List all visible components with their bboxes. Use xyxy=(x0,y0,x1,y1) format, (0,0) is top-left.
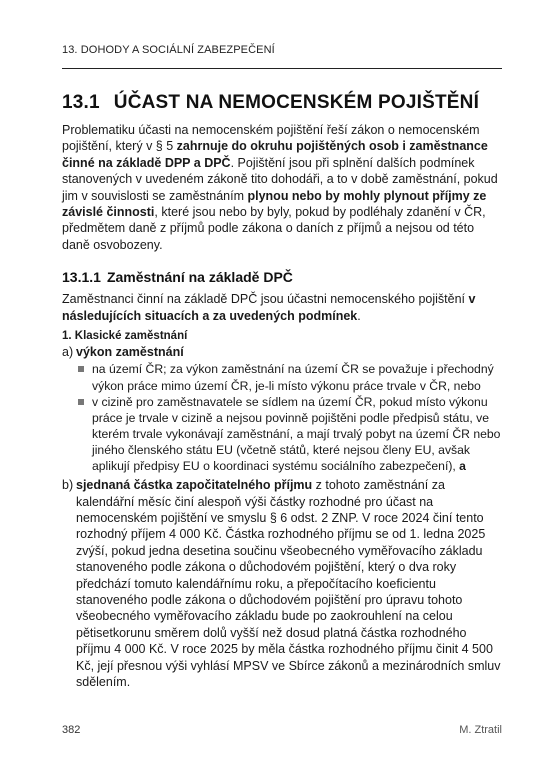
page-body xyxy=(62,92,504,690)
sub-intro-text-2: . xyxy=(357,308,361,323)
intro-text-1: Problematiku účasti na nemocenském pojištění řeší zákon o nemocenském pojištění, který v § 5 xyxy=(62,123,480,154)
subsection-intro xyxy=(62,291,504,324)
conditions-list xyxy=(62,344,504,690)
list-item-a xyxy=(62,344,504,474)
intro-bold-2: plynou nebo by mohly plynout příjmy ze závislé činnosti xyxy=(62,188,487,220)
bullet-text-2: v cizině pro zaměstnavatele se sídlem na území ČR, pokud místo výkonu práce je trvale v cizině a nejsou povinně pojištěni podle předpisů státu, ve kterém trvale vykonávají zaměstnání, a mají trvalý pobyt na území ČR nebo jiného členského státu EU (včetně států, které nejsou členy EU, avšak aplikují předpisy EU o koordinaci systému sociálního zabezpečení), xyxy=(92,394,501,474)
page-number: 382 xyxy=(62,724,81,736)
item-a-title: výkon zaměstnání xyxy=(76,345,184,360)
heading-classic-employment: 1. Klasické zaměstnání xyxy=(62,330,188,343)
section-title: ÚČAST NA NEMOCENSKÉM POJIŠTĚNÍ xyxy=(113,92,480,113)
bullet-text-1: na území ČR; za výkon zaměstnání na území ČR se považuje i přechodný výkon práce mimo území ČR, je-li místo výkonu práce trvale v ČR, nebo xyxy=(92,362,494,393)
intro-paragraph xyxy=(62,122,504,253)
section-heading xyxy=(62,92,504,114)
sub-intro-bold: v následujících situacích a za uvedených podmínek xyxy=(62,292,476,323)
intro-bold-1: zahrnuje do okruhu pojištěných osob i zaměstnance činné na základě DPP a DPČ xyxy=(62,139,488,170)
intro-text-3: , které jsou nebo by byly, pokud by podléhaly zdanění v ČR, předmětem daně z příjmů podle zákona o daních z příjmů a nejsou od této daně osvobozeny. xyxy=(62,205,486,252)
bullet-item-2 xyxy=(92,394,504,474)
subsection-heading xyxy=(62,269,504,285)
bullet-item-1 xyxy=(92,361,504,393)
sub-intro-text-1: Zaměstnanci činní na základě DPČ jsou účastni nemocenského pojištění xyxy=(62,292,469,307)
section-number: 13.1 xyxy=(62,92,100,113)
item-b-bold: sjednaná částka započitatelného příjmu xyxy=(76,478,313,493)
square-bullet-icon xyxy=(78,399,84,405)
running-head: 13. DOHODY A SOCIÁLNÍ ZABEZPEČENÍ xyxy=(62,44,275,56)
list-marker-a: a) xyxy=(62,345,74,360)
author-name: M. Ztratil xyxy=(459,724,502,736)
list-item-b xyxy=(62,477,504,690)
header-rule xyxy=(62,68,502,69)
intro-text-2: . Pojištění jsou při splnění dalších podmínek stanovených v uvedeném zákoně tito dohodáři, a to v době zaměstnání, pokud jim v souvislosti se zaměstnáním xyxy=(62,155,498,203)
subsection-number: 13.1.1 xyxy=(62,269,101,286)
square-bullet-icon xyxy=(78,366,84,372)
item-b-text: z tohoto zaměstnání za kalendářní měsíc činí alespoň výši částky rozhodné pro účast na nemocenském pojištění ve smyslu § 6 odst. 2 ZNP. V roce 2024 činí tento rozhodný příjem 4 000 Kč. Částka rozhodného příjmu se od 1. ledna 2025 zvýší, pokud jedna desetina součinu všeobecného vyměřovacího základu stanoveného podle zákona o důchodovém pojištění, který o dva roky předchází tomuto kalendářnímu roku, a přepočítacího koeficientu stanoveného podle zákona o důchodovém pojištění pro úpravu tohoto všeobecného vyměřovacího základu bude po zaokrouhlení na celou pětisetkorunu směrem dolů vyšší než dosud platná částka rozhodného příjmu 4 000 Kč. V roce 2025 by měla částka rozhodného příjmu činit 4 500 Kč, její přesnou výši vyhlásí MPSV ve Sbírce zákonů a mezinárodních smluv sdělením. xyxy=(76,478,501,689)
list-marker-b: b) xyxy=(62,478,74,493)
subsection-title: Zaměstnání na základě DPČ xyxy=(106,269,293,286)
item-a-bullets xyxy=(76,361,504,474)
bullet-bold-end: a xyxy=(459,459,466,474)
